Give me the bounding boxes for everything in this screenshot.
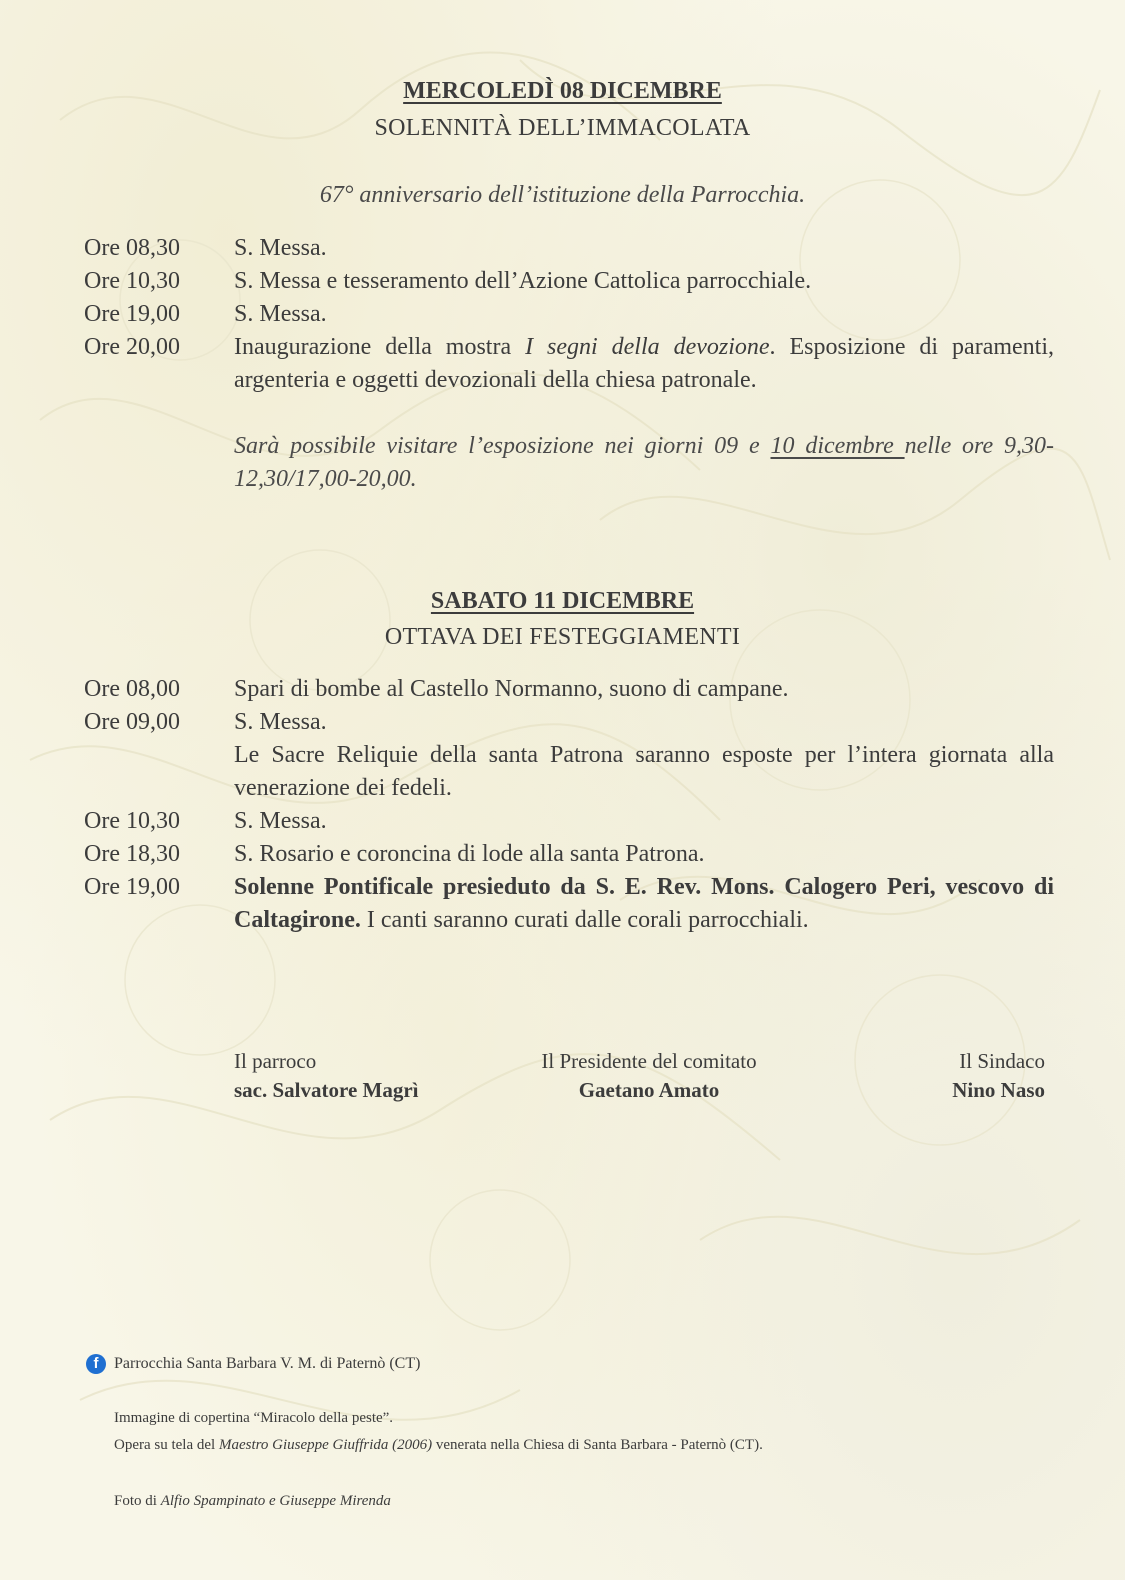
section2-title: OTTAVA DEI FESTEGGIAMENTI: [384, 624, 741, 650]
event-time: Ore 08,00: [84, 676, 180, 702]
event-description: S. Messa e tesseramento dell’Azione Cattolica parrocchiale.: [234, 268, 812, 294]
signature-sindaco: [845, 1047, 1045, 1105]
signature-name: sac. Salvatore Magrì: [234, 1078, 419, 1102]
section2-date: [0, 588, 1125, 615]
event-time: Ore 18,30: [84, 841, 180, 867]
signature-presidente: [529, 1047, 769, 1105]
signature-name: Gaetano Amato: [578, 1078, 720, 1102]
event-time: Ore 09,00: [84, 709, 180, 735]
event-description: S. Messa.: [234, 808, 327, 834]
facebook-page-link[interactable]: [86, 1351, 420, 1377]
photo-credit-text: Foto di: [114, 1493, 161, 1509]
event-time: Ore 10,30: [84, 268, 180, 294]
artwork-credit: [114, 1433, 763, 1457]
event-description: [234, 871, 1054, 937]
artwork-credit-text: venerata nella Chiesa di Santa Barbara - Paternò (CT).: [432, 1437, 763, 1453]
event-time: Ore 19,00: [84, 874, 180, 900]
exhibition-title: I segni della devozione: [525, 334, 770, 360]
event-description-text: . Esposizione di paramenti, argenteria e oggetti devozionali della chiesa patronale.: [234, 334, 1054, 393]
visit-note-text: nelle ore 9,30-12,30/17,00-20,00.: [234, 433, 1054, 492]
signature-role: Il parroco: [234, 1049, 317, 1073]
signature-role: Il Presidente del comitato: [541, 1049, 757, 1073]
facebook-icon: f: [86, 1354, 106, 1374]
event-description: S. Messa.: [234, 301, 327, 327]
event-time: Ore 19,00: [84, 301, 180, 327]
photographer-names: Alfio Spampinato e Giuseppe Mirenda: [160, 1493, 391, 1509]
event-description: Spari di bombe al Castello Normanno, suono di campane.: [234, 676, 789, 702]
event-description: [234, 331, 1054, 397]
facebook-page-label: Parrocchia Santa Barbara V. M. di Paternò (CT): [114, 1355, 421, 1372]
event-description-text: Inaugurazione della mostra: [234, 334, 526, 360]
event-time: Ore 08,30: [84, 235, 180, 261]
artist-name: Maestro Giuseppe Giuffrida (2006): [218, 1437, 433, 1453]
photo-credit: [114, 1489, 391, 1513]
cover-credit: Immagine di copertina “Miracolo della peste”.: [114, 1410, 394, 1426]
visit-note-text: Sarà possibile visitare l’esposizione nei giorni 09 e: [234, 433, 771, 459]
section1-anniversary-note: 67° anniversario dell’istituzione della Parrocchia.: [319, 182, 806, 208]
event-description: S. Rosario e coroncina di lode alla santa Patrona.: [234, 841, 705, 867]
pontifical-mass-text: Solenne Pontificale presieduto da S. E. Rev. Mons. Calogero Peri, vescovo di Caltagirone.: [234, 874, 1054, 933]
exhibition-visit-note: [234, 430, 1054, 496]
section1-date-text: MERCOLEDÌ 08 DICEMBRE: [403, 78, 722, 104]
section2-date-text: SABATO 11 DICEMBRE: [430, 588, 695, 614]
event-description: S. Messa.: [234, 235, 327, 261]
event-time: Ore 20,00: [84, 334, 180, 360]
event-description-text: I canti saranno curati dalle corali parrocchiali.: [360, 907, 809, 933]
signature-role: Il Sindaco: [959, 1049, 1045, 1073]
visit-note-date: 10 dicembre: [770, 433, 905, 459]
section1-title: SOLENNITÀ DELL’IMMACOLATA: [374, 115, 751, 141]
event-description: S. Messa.: [234, 709, 327, 735]
event-time: Ore 10,30: [84, 808, 180, 834]
signature-parroco: [234, 1047, 419, 1105]
artwork-credit-text: Opera su tela del: [114, 1437, 219, 1453]
signature-name: Nino Naso: [952, 1078, 1045, 1102]
section1-date: [0, 78, 1125, 105]
event-description: Le Sacre Reliquie della santa Patrona saranno esposte per l’intera giornata alla venerazione dei fedeli.: [234, 742, 1054, 801]
